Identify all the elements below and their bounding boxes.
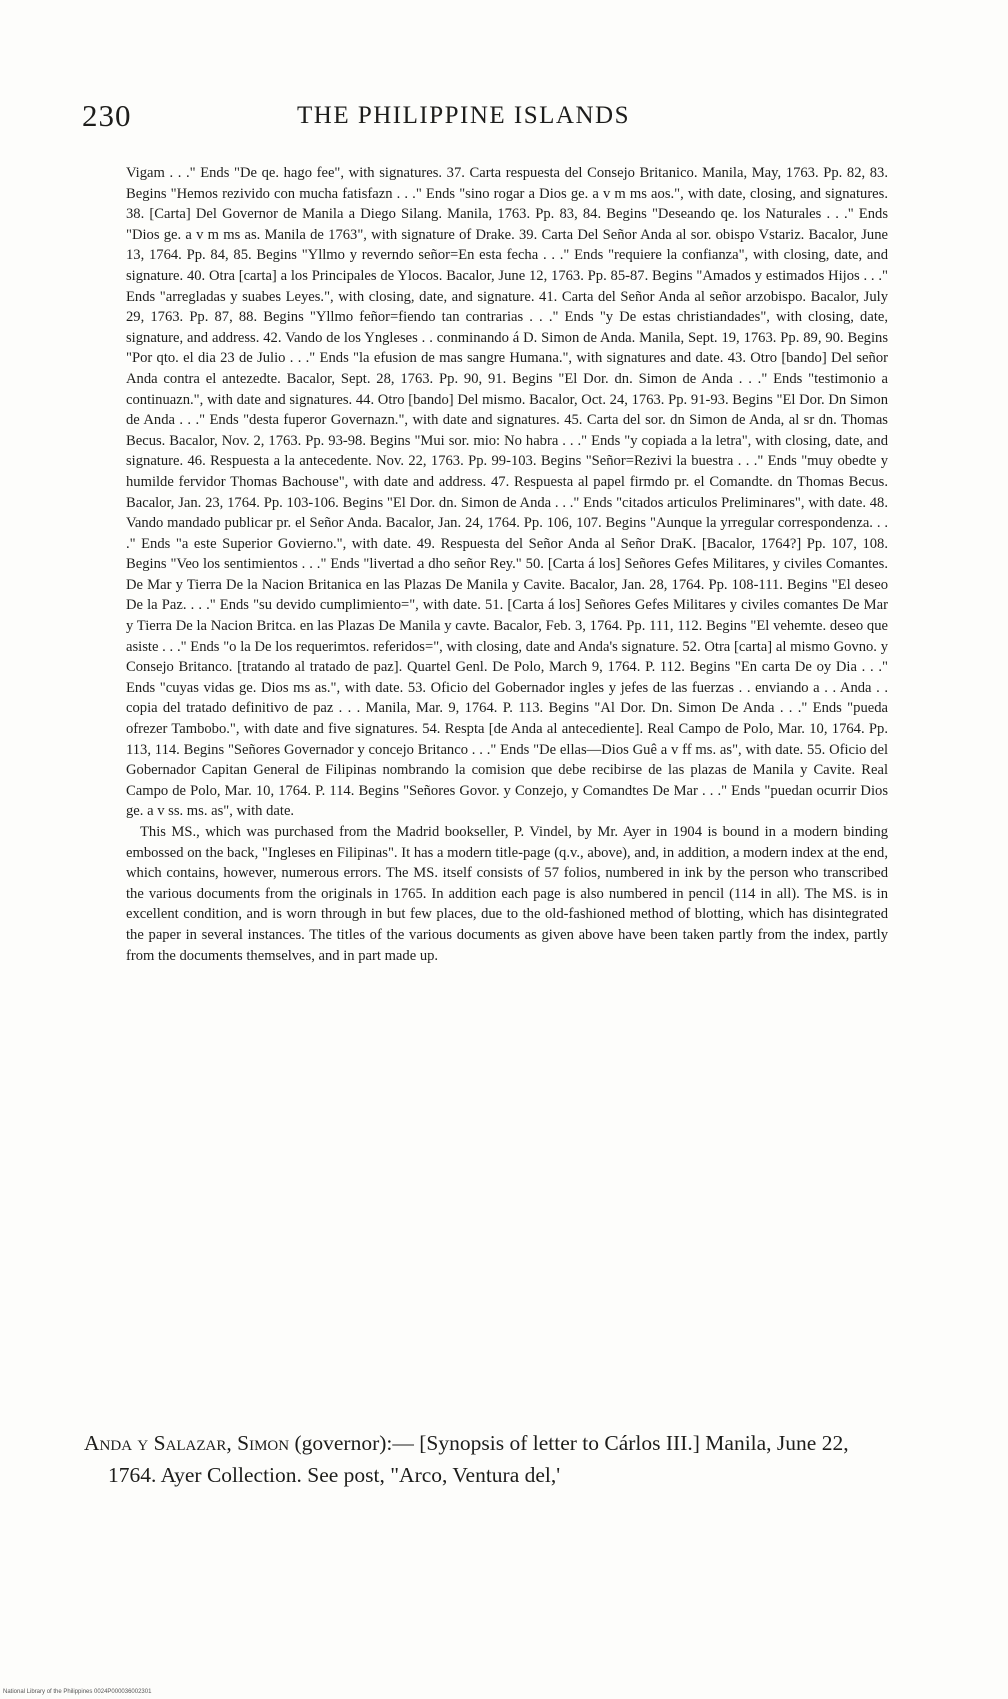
document-list-paragraph: Vigam . . ." Ends "De qe. hago fee", with signatures. 37. Carta respuesta del Consejo Britanico. Manila, May, 1763. Pp. 82, 83. Begins "Hemos rezivido con mucha fatisfazn . . ." Ends "sino rogar a Dios ge. a v m ms aos.", with date, closing, and signatures. 38. [Carta] Del Governor de Manila a Diego Silang. Manila, 1763. Pp. 83, 84. Begins "Deseando qe. los Naturales . . ." Ends "Dios ge. a v m ms as. Manila de 1763", with signature of Drake. 39. Carta Del Señor Anda al sor. obispo Vstariz. Bacalor, June 13, 1764. Pp. 84, 85. Begins "Yllmo y reverndo señor=En esta fecha . . ." Ends "requiere la confianza", with closing, date, and signature. 40. Otra [carta] a los Principales de Ylocos. Bacalor, June 12, 1763. Pp. 85-87. Begins "Amados y estimados Hijos . . ." Ends "arregladas y suabes Leyes.", with closing, date, and signature. 41. Carta del Señor Anda al señor arzobispo. Bacalor, July 29, 1763. Pp. 87, 88. Begins "Yllmo feñor=fiendo tan contrarias . . ." Ends "y De estas christiandades", with closing, date, signature, and address. 42. Vando de los Yngleses . . conminando á D. Simon de Anda. Manila, Sept. 19, 1763. Pp. 89, 90. Begins "Por qto. el dia 23 de Julio . . ." Ends "la efusion de mas sangre Humana.", with signatures and date. 43. Otro [bando] Del señor Anda contra el antezedte. Bacalor, Sept. 28, 1763. Pp. 90, 91. Begins "El Dor. dn. Simon de Anda . . ." Ends "testimonio a continuazn.", with date and signatures. 44. Otro [bando] Del mismo. Bacalor, Oct. 24, 1763. Pp. 91-93. Begins "El Dor. Dn Simon de Anda . . ." Ends "desta fuperor Governazn.", with date and signatures. 45. Carta del sor. dn Simon de Anda, al sr dn. Thomas Becus. Bacalor, Nov. 2, 1763. Pp. 93-98. Begins "Mui sor. mio: No habra . . ." Ends "y copiada a la letra", with closing, date, and signature. 46. Respuesta a la antecedente. Nov. 22, 1763. Pp. 99-103. Begins "Señor=Rezivi la buestra . . ." Ends "muy obedte y humilde fervidor Thomas Bachouse", with date and address. 47. Respuesta al papel firmdo pr. el Comandte. dn Thomas Becus. Bacalor, Jan. 23, 1764. Pp. 103-106. Begins "El Dor. dn. Simon de Anda . . ." Ends "citados articulos Preliminares", with date. 48. Vando mandado publicar pr. el Señor Anda. Bacalor, Jan. 24, 1764. Pp. 106, 107. Begins "Aunque la yrregular correspondenza. . . ." Ends "a este Superior Govierno.", with date. 49. Respuesta del Señor Anda al Señor DraK. [Bacalor, 1764?] Pp. 107, 108. Begins "Veo los sentimientos . . ." Ends "livertad a dho señor Rey." 50. [Carta á los] Señores Gefes Militares, y civiles Comantes. De Mar y Tierra De la Nacion Britanica en las Plazas De Manila y Cavite. Bacalor, Jan. 28, 1764. Pp. 108-111. Begins "El deseo De la Paz. . . ." Ends "su devido cumplimiento=", with date. 51. [Carta á los] Señores Gefes Militares y civiles comantes De Mar y Tierra De la Nacion Britca. en las Plazas De Manila y cavte. Bacalor, Feb. 3, 1764. Pp. 111, 112. Begins "El vehemte. deseo que asiste . . ." Ends "o la De los requerimtos. referidos=", with closing, date and Anda's signature. 52. Otra [carta] al mismo Govno. y Consejo Britanco. [tratando al tratado de paz]. Quartel Genl. De Polo, March 9, 1764. P. 112. Begins "En carta De oy Dia . . ." Ends "cuyas vidas ge. Dios ms as.", with date. 53. Oficio del Gobernador ingles y jefes de las fuerzas . . enviando a . . Anda . . copia del tratado definitivo de paz . . . Manila, Mar. 9, 1764. P. 113. Begins "Al Dor. Dn. Simon De Anda . . ." Ends "pueda ofrezer Tambobo.", with date and five signatures. 54. Respta [de Anda al antecediente]. Real Campo de Polo, Mar. 10, 1764. Pp. 113, 114. Begins "Señores Governador y concejo Britanco . . ." Ends "De ellas—Dios Guê a v ff ms. as", with date. 55. Oficio del Gobernador Capitan General de Filipinas nombrando la comision que debe recibirse de las plazas de Manila y Cavite. Real Campo de Polo, Mar. 10, 1764. P. 114. Begins "Señores Govor. y Conzejo, y Comandtes De Mar . . ." Ends "puedan ocurrir Dios ge. a v ss. ms. as", with date. <box>126 165 888 820</box>
page-header <box>82 98 902 138</box>
entry-text: (governor):— [Synopsis of letter to Cárlos III.] Manila, June 22, 1764. Ayer Collection. See post, "Arco, Ventura del,' <box>108 1431 849 1487</box>
body-text <box>126 163 888 966</box>
entry-paragraph <box>84 1427 896 1491</box>
manuscript-description-paragraph: This MS., which was purchased from the Madrid bookseller, P. Vindel, by Mr. Ayer in 1904 is bound in a modern binding embossed on the back, "Ingleses en Filipinas". It has a modern title-page (q.v., above), and, in addition, a modern index at the end, which contains, however, numerous errors. The MS. itself consists of 57 folios, numbered in ink by the person who transcribed the various documents from the originals in 1765. In addition each page is also numbered in pencil (114 in all). The MS. is in excellent condition, and is worn through in but few places, due to the old-fashioned method of blotting, which has disintegrated the paper in several instances. The titles of the various documents as given above have been taken partly from the index, partly from the documents themselves, and in part made up. <box>126 824 888 964</box>
page-number: 230 <box>82 98 132 133</box>
bibliography-entry <box>84 1427 896 1491</box>
running-title: THE PHILIPPINE ISLANDS <box>297 102 630 129</box>
entry-heading: Anda y Salazar, Simon <box>84 1431 290 1455</box>
scan-credit: National Library of the Philippines 0024P000036002301 <box>3 1689 152 1695</box>
